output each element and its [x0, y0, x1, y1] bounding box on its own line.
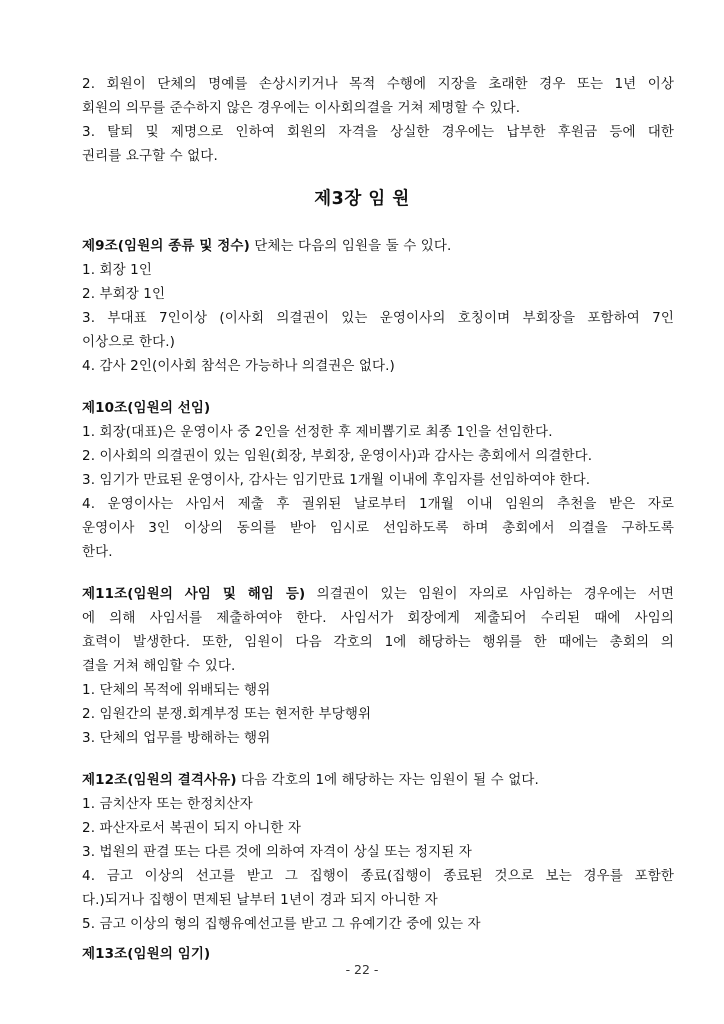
article-12-line: 1. 금치산자 또는 한정치산자	[82, 796, 253, 812]
article-12-heading: 제12조(임원의 결격사유)	[82, 772, 237, 788]
article-12-line: 5. 금고 이상의 형의 집행유예선고를 받고 그 유예기간 중에 있는 자	[82, 916, 481, 932]
article-9-heading: 제9조(임원의 종류 및 정수)	[82, 238, 250, 254]
article-10-heading	[82, 396, 674, 420]
article-9-line: 1. 회장 1인	[82, 262, 152, 278]
article-9-line: 이상으로 한다.)	[82, 334, 175, 350]
intro-line: 회원의 의무를 준수하지 않은 경우에는 이사회의결을 거쳐 제명할 수 있다.	[82, 100, 521, 116]
article-11-line: 1. 단체의 목적에 위배되는 행위	[82, 682, 271, 698]
intro-line: 3. 탈퇴 및 제명으로 인하여 회원의 자격을 상실한 경우에는 납부한 후원금 등에 대한	[82, 124, 674, 140]
article-11-line: 3. 단체의 업무를 방해하는 행위	[82, 730, 271, 746]
article-10-line: 4. 운영이사는 사임서 제출 후 궐위된 날로부터 1개월 이내 임원의 추천을 받은 자로	[82, 496, 674, 512]
article-11-heading: 제11조(임원의 사임 및 해임 등)	[82, 586, 306, 602]
article-11-line: 2. 임원간의 분쟁.회계부정 또는 현저한 부당행위	[82, 706, 372, 722]
article-12-text: 다음 각호의 1에 해당하는 자는 임원이 될 수 없다.	[236, 772, 539, 788]
article-9-text: 단체는 다음의 임원을 둘 수 있다.	[249, 238, 452, 254]
article-10-line: 운영이사 3인 이상의 동의를 받아 임시로 선임하도록 하며 총회에서 의결을 구하도록	[82, 520, 674, 536]
article-10-heading-text: 제10조(임원의 선임)	[82, 400, 211, 416]
page-number: - 22 -	[345, 962, 379, 977]
article-11-first-line	[82, 582, 674, 606]
article-12-line: 다.)되거나 집행이 면제된 날부터 1년이 경과 되지 아니한 자	[82, 892, 438, 908]
article-13-heading-text: 제13조(임원의 임기)	[82, 946, 211, 962]
article-12-line: 3. 법원의 판결 또는 다른 것에 의하여 자격이 상실 또는 정지된 자	[82, 844, 472, 860]
article-10-line: 1. 회장(대표)은 운영이사 중 2인을 선정한 후 제비뽑기로 최종 1인을 선임한다.	[82, 424, 553, 440]
article-11-line: 결을 거쳐 해임할 수 있다.	[82, 658, 236, 674]
intro-line: 권리를 요구할 수 없다.	[82, 148, 218, 164]
article-9-line: 2. 부회장 1인	[82, 286, 166, 302]
article-10-line: 2. 이사회의 의결권이 있는 임원(회장, 부회장, 운영이사)과 감사는 총회에서 의결한다.	[82, 448, 593, 464]
article-12-line: 2. 파산자로서 복권이 되지 아니한 자	[82, 820, 302, 836]
article-9-first-line	[82, 234, 674, 258]
article-11-line: 에 의해 사임서를 제출하여야 한다. 사임서가 회장에게 제출되어 수리된 때에 사임의	[82, 610, 674, 626]
article-11-text: 의결권이 있는 임원이 자의로 사임하는 경우에는 서면	[305, 586, 674, 602]
article-9-line: 4. 감사 2인(이사회 참석은 가능하나 의결권은 없다.)	[82, 358, 395, 374]
intro-line: 2. 회원이 단체의 명예를 손상시키거나 목적 수행에 지장을 초래한 경우 또는 1년 이상	[82, 76, 674, 92]
article-9-line: 3. 부대표 7인이상 (이사회 의결권이 있는 운영이사의 호칭이며 부회장을 포함하여 7인	[82, 310, 674, 326]
article-10-line: 3. 임기가 만료된 운영이사, 감사는 임기만료 1개월 이내에 후임자를 선임하여야 한다.	[82, 472, 591, 488]
article-10-line: 한다.	[82, 544, 113, 560]
chapter-title: 제3장 임 원	[314, 189, 410, 209]
article-12-line: 4. 금고 이상의 선고를 받고 그 집행이 종료(집행이 종료된 것으로 보는 경우를 포함한	[82, 868, 674, 884]
article-11-line: 효력이 발생한다. 또한, 임원이 다음 각호의 1에 해당하는 행위를 한 때에는 총회의 의	[82, 634, 674, 650]
article-12-first-line	[82, 768, 674, 792]
